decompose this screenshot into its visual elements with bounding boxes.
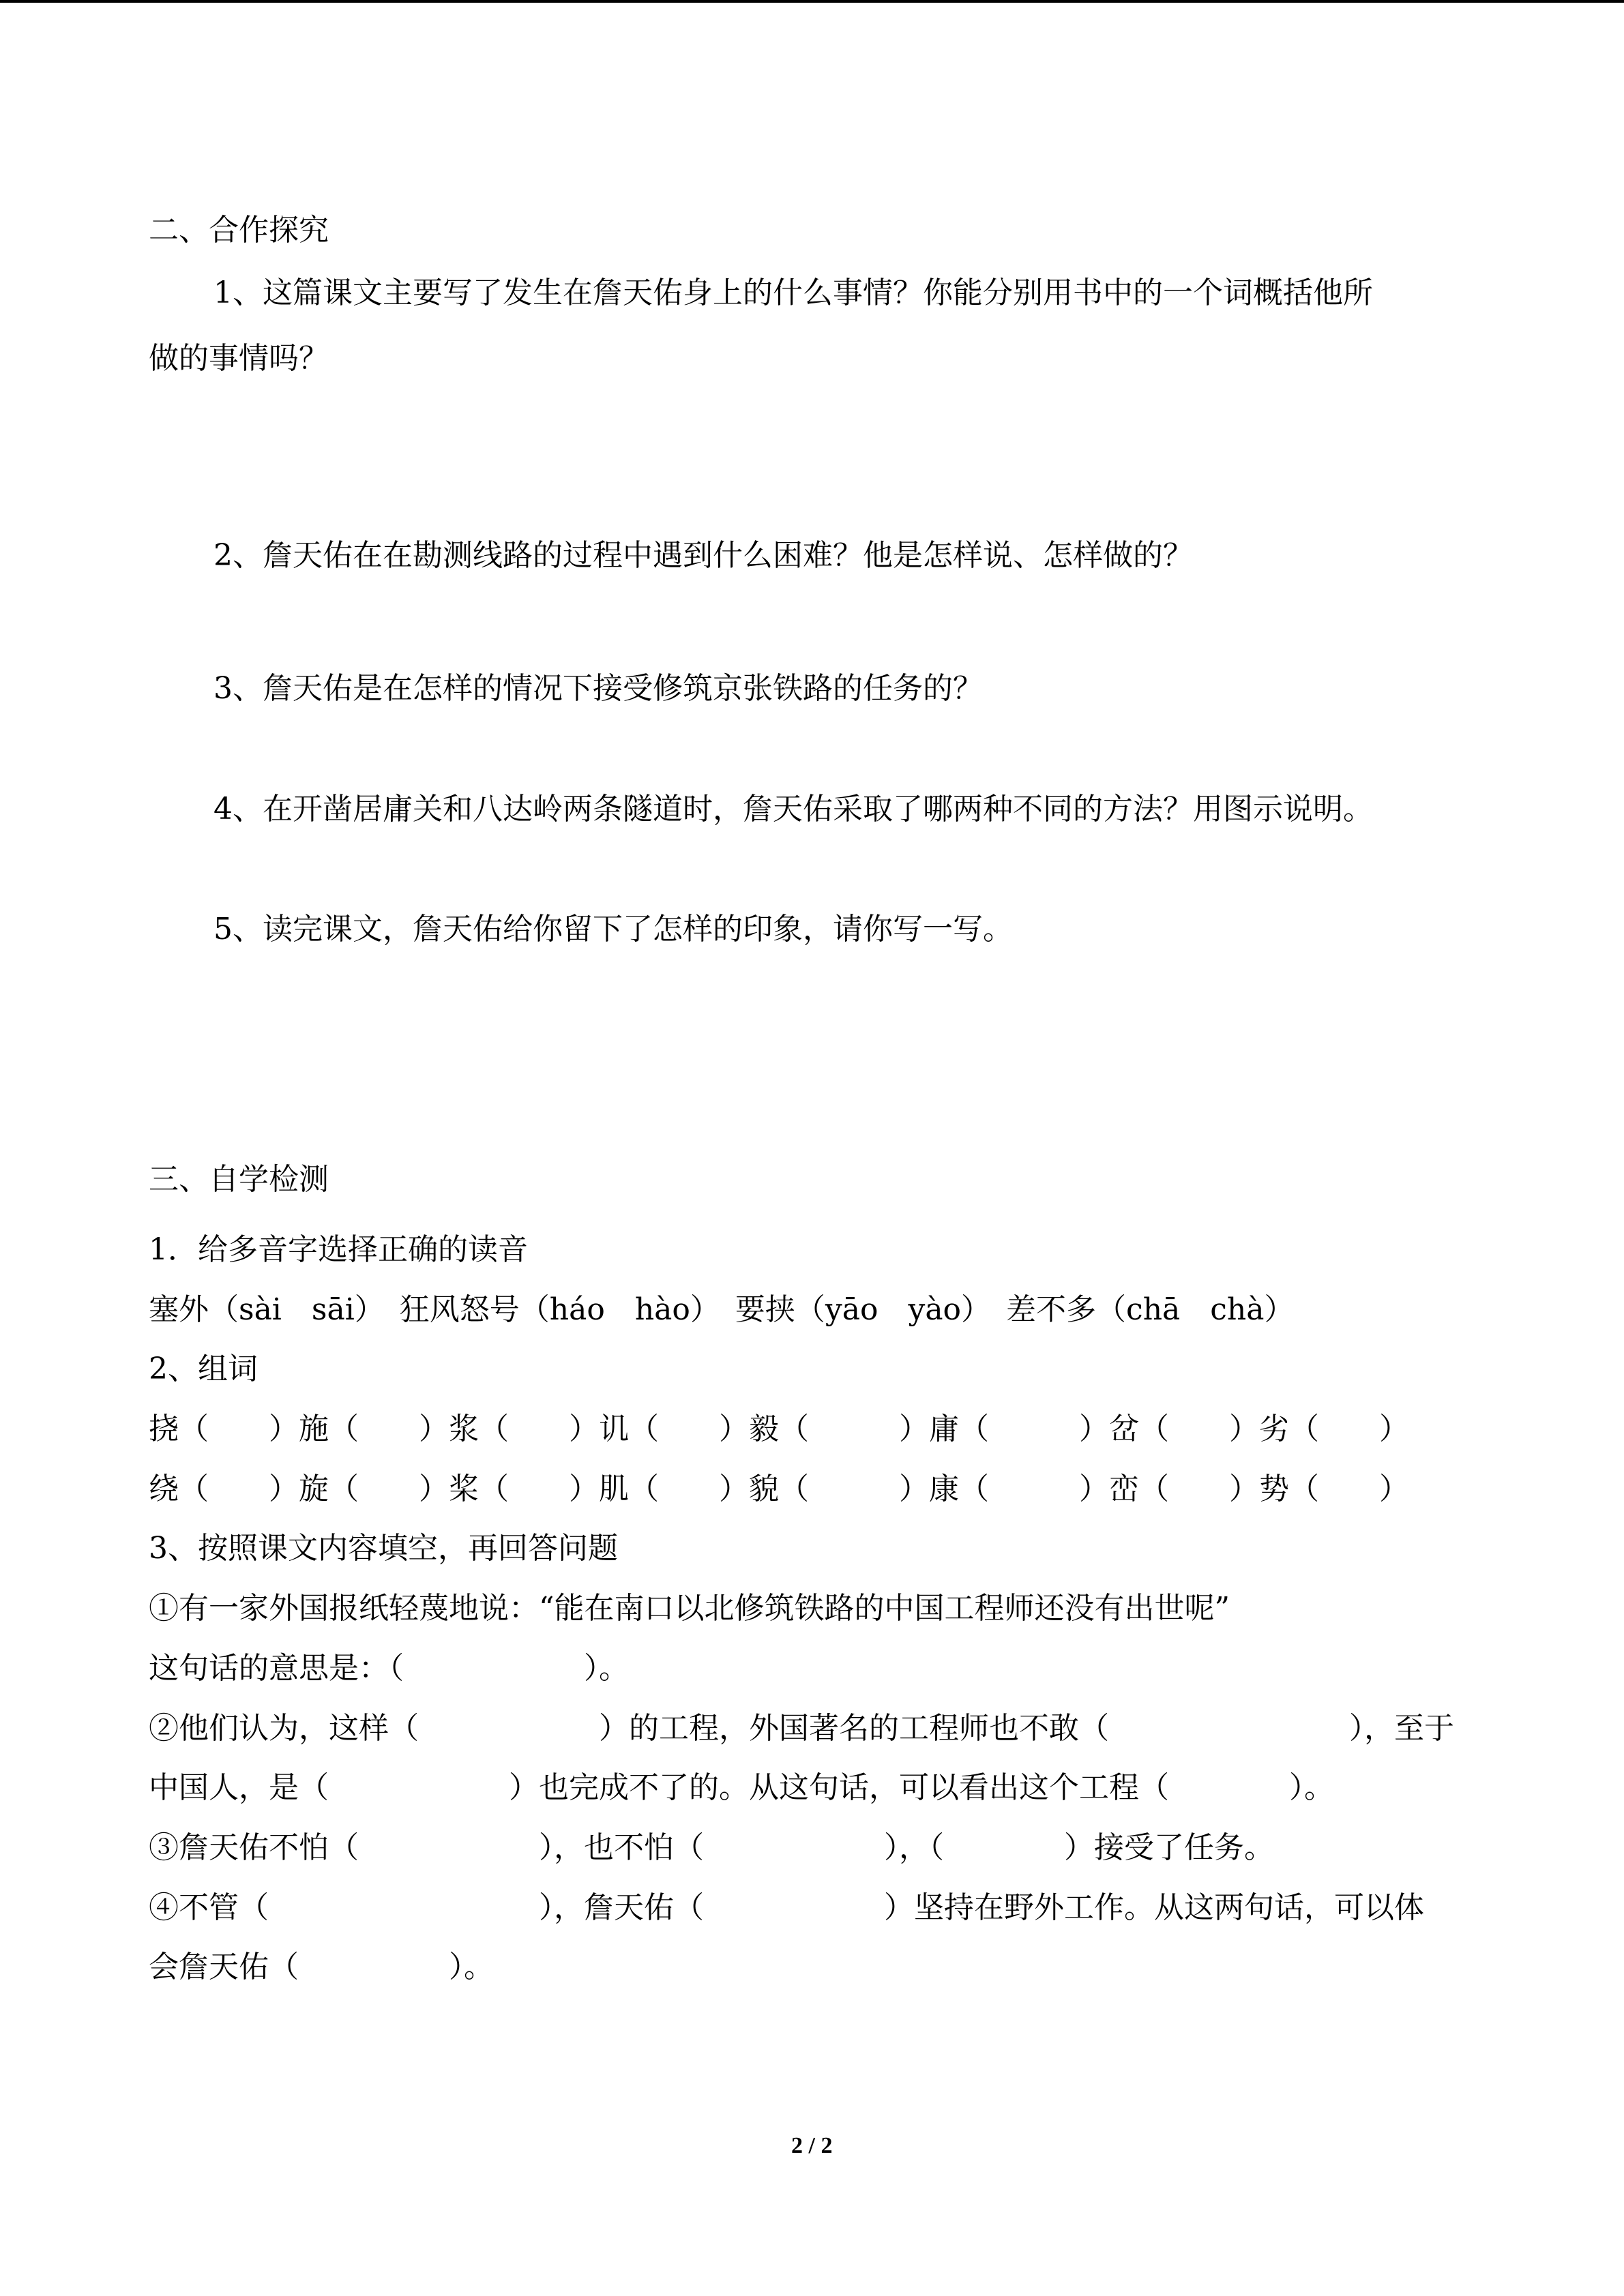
s3-q2-title: 2、组词 bbox=[149, 1352, 258, 1386]
s2-question-4: 4、在开凿居庸关和八达岭两条隧道时，詹天佑采取了哪两种不同的方法？用图示说明。 bbox=[213, 792, 1373, 826]
section2-heading: 二、合作探究 bbox=[149, 213, 329, 248]
s3-q3-line5: ③詹天佑不怕（ ），也不怕（ ），（ ）接受了任务。 bbox=[149, 1830, 1274, 1865]
s2-question-3: 3、詹天佑是在怎样的情况下接受修筑京张铁路的任务的？ bbox=[213, 671, 983, 706]
s2-question-2: 2、詹天佑在在勘测线路的过程中遇到什么困难？他是怎样说、怎样做的？ bbox=[213, 538, 1193, 573]
s3-q3-line7: 会詹天佑（ ）。 bbox=[149, 1950, 494, 1984]
s3-q3-title: 3、按照课文内容填空，再回答问题 bbox=[149, 1531, 618, 1566]
s3-q3-line1: ①有一家外国报纸轻蔑地说：“能在南口以北修筑铁路的中国工程师还没有出世呢” bbox=[149, 1591, 1230, 1626]
s3-q2-row2: 绕（ ）旋（ ）桨（ ）肌（ ）貌（ ）康（ ）峦（ ）势（ ） bbox=[149, 1472, 1409, 1506]
s2-question-1-line1: 1、这篇课文主要写了发生在詹天佑身上的什么事情？你能分别用书中的一个词概括他所 bbox=[213, 275, 1373, 310]
page-number: 2 / 2 bbox=[791, 2133, 833, 2158]
s3-q2-row1: 挠（ ）施（ ）浆（ ）讥（ ）毅（ ）庸（ ）岔（ ）劣（ ） bbox=[149, 1412, 1409, 1446]
s3-q3-line6: ④不管（ ），詹天佑（ ）坚持在野外工作。从这两句话，可以体 bbox=[149, 1890, 1424, 1925]
s2-question-1-line2: 做的事情吗？ bbox=[149, 341, 329, 376]
s3-q3-line3: ②他们认为，这样（ ）的工程，外国著名的工程师也不敢（ ），至于 bbox=[149, 1711, 1454, 1746]
s2-question-5: 5、读完课文，詹天佑给你留下了怎样的印象，请你写一写。 bbox=[213, 912, 1013, 946]
s3-q1-title: 1．给多音字选择正确的读音 bbox=[149, 1232, 528, 1267]
s3-q1-items: 塞外（sài sāi） 狂风怒号（háo hào） 要挟（yāo yào） 差不多（chā chà） bbox=[149, 1292, 1295, 1327]
s3-q3-line2: 这句话的意思是：（ ）。 bbox=[149, 1651, 629, 1686]
section3-heading: 三、自学检测 bbox=[149, 1162, 329, 1197]
top-border bbox=[0, 0, 1624, 3]
s3-q3-line4: 中国人，是（ ）也完成不了的。从这句话，可以看出这个工程（ ）。 bbox=[149, 1770, 1334, 1805]
